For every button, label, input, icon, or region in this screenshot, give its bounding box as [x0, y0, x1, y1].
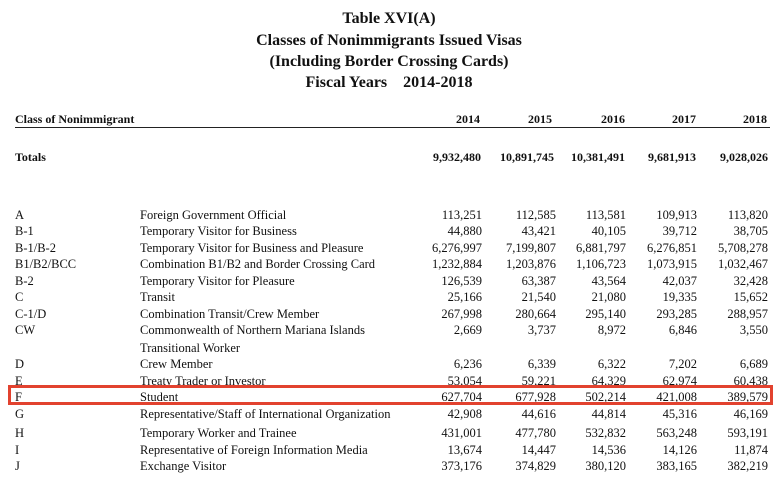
- visa-count-2018: 11,874: [734, 443, 768, 457]
- table-row: [0, 406, 778, 422]
- visa-count-2017: 109,913: [656, 208, 697, 222]
- visa-count-2016: 14,536: [591, 443, 626, 457]
- visa-count-2018: 38,705: [733, 224, 768, 238]
- visa-count-2017: 42,037: [662, 274, 697, 288]
- visa-count-2018: 6,689: [739, 357, 768, 371]
- column-header-2015: 2015: [528, 112, 552, 126]
- column-header-2014: 2014: [456, 112, 480, 126]
- visa-count-2016: 44,814: [591, 407, 626, 421]
- visa-count-2017: 7,202: [668, 357, 697, 371]
- visa-count-2015: 6,339: [527, 357, 556, 371]
- class-description: Commonwealth of Northern Mariana Islands: [140, 323, 365, 337]
- visa-count-2017: 39,712: [662, 224, 697, 238]
- visa-count-2016: 113,581: [585, 208, 626, 222]
- visa-count-2017: 563,248: [656, 426, 697, 440]
- fiscal-years-range: 2014-2018: [403, 74, 473, 91]
- class-code: B-1/B-2: [15, 241, 56, 255]
- visa-count-2016: 6,322: [597, 357, 626, 371]
- visa-count-2014: 1,232,884: [432, 257, 482, 271]
- class-description: Transitional Worker: [140, 341, 241, 355]
- header-rule: [15, 127, 770, 128]
- table-row: [0, 289, 778, 305]
- visa-count-2016: 502,214: [585, 390, 626, 404]
- class-description: Temporary Visitor for Pleasure: [140, 274, 295, 288]
- visa-count-2015: 7,199,807: [506, 241, 556, 255]
- class-description: Temporary Visitor for Business and Pleasure: [140, 241, 364, 255]
- table-row: [0, 273, 778, 289]
- visa-count-2016: 1,106,723: [576, 257, 626, 271]
- visa-count-2015: 63,387: [521, 274, 556, 288]
- table-number: Table XVI(A): [342, 10, 436, 27]
- visa-count-2015: 112,585: [515, 208, 556, 222]
- table-row: [0, 207, 778, 223]
- totals-label: Totals: [15, 150, 46, 164]
- visa-count-2018: 3,550: [739, 323, 768, 337]
- visa-count-2017: 293,285: [656, 307, 697, 321]
- class-code: A: [15, 208, 25, 222]
- visa-count-2014: 13,674: [447, 443, 482, 457]
- visa-count-2018: 288,957: [727, 307, 768, 321]
- visa-count-2016: 40,105: [591, 224, 626, 238]
- table-row: [0, 322, 778, 338]
- visa-count-2016: 532,832: [585, 426, 626, 440]
- visa-count-2017: 45,316: [662, 407, 697, 421]
- class-description: Temporary Worker and Trainee: [140, 426, 297, 440]
- visa-count-2016: 21,080: [591, 290, 626, 304]
- visa-count-2017: 383,165: [656, 459, 697, 473]
- visa-count-2015: 280,664: [515, 307, 556, 321]
- class-description: Transit: [140, 290, 175, 304]
- class-code: D: [15, 357, 25, 371]
- visa-count-2014: 267,998: [441, 307, 482, 321]
- class-description: Representative/Staff of International Organization: [140, 407, 391, 421]
- class-code: C: [15, 290, 24, 304]
- visa-count-2014: 6,236: [453, 357, 482, 371]
- visa-count-2018: 5,708,278: [718, 241, 768, 255]
- visa-count-2016: 8,972: [597, 323, 626, 337]
- class-code: B1/B2/BCC: [15, 257, 77, 271]
- visa-count-2015: 14,447: [521, 443, 556, 457]
- totals-2017: 9,681,913: [648, 150, 696, 164]
- table-row: [0, 306, 778, 322]
- visa-count-2018: 382,219: [727, 459, 768, 473]
- visa-count-2017: 14,126: [662, 443, 697, 457]
- visa-count-2018: 1,032,467: [718, 257, 768, 271]
- totals-2015: 10,891,745: [500, 150, 554, 164]
- visa-count-2014: 431,001: [441, 426, 482, 440]
- visa-count-2014: 44,880: [447, 224, 482, 238]
- class-description: Crew Member: [140, 357, 213, 371]
- table-row: [0, 256, 778, 272]
- visa-count-2015: 21,540: [521, 290, 556, 304]
- table-row: [0, 442, 778, 458]
- visa-count-2014: 126,539: [441, 274, 482, 288]
- visa-count-2017: 6,846: [668, 323, 697, 337]
- table-row: [0, 340, 778, 356]
- visa-count-2014: 53,054: [447, 374, 482, 388]
- visa-count-2015: 1,203,876: [506, 257, 556, 271]
- visa-count-2017: 421,008: [656, 390, 697, 404]
- visa-count-2018: 389,579: [727, 390, 768, 404]
- table-title: Classes of Nonimmigrants Issued Visas: [256, 32, 522, 49]
- student-row-highlight: [8, 385, 773, 405]
- table-row: [0, 356, 778, 372]
- table-row: [0, 458, 778, 474]
- class-code: B-1: [15, 224, 34, 238]
- class-code: E: [15, 374, 23, 388]
- class-description: Representative of Foreign Information Media: [140, 443, 368, 457]
- fiscal-years-label: Fiscal Years: [305, 74, 388, 91]
- visa-count-2018: 15,652: [733, 290, 768, 304]
- totals-2018: 9,028,026: [720, 150, 768, 164]
- visa-count-2016: 380,120: [585, 459, 626, 473]
- visa-count-2017: 1,073,915: [647, 257, 697, 271]
- table-row: [0, 240, 778, 256]
- totals-2014: 9,932,480: [433, 150, 481, 164]
- visa-count-2016: 295,140: [585, 307, 626, 321]
- visa-count-2017: 19,335: [662, 290, 697, 304]
- visa-count-2018: 113,820: [727, 208, 768, 222]
- visa-count-2015: 374,829: [515, 459, 556, 473]
- visa-count-2015: 3,737: [527, 323, 556, 337]
- class-code: CW: [15, 323, 36, 337]
- class-code: G: [15, 407, 25, 421]
- visa-count-2014: 42,908: [447, 407, 482, 421]
- visa-count-2018: 32,428: [733, 274, 768, 288]
- column-header-class: Class of Nonimmigrant: [15, 112, 135, 126]
- visa-count-2017: 6,276,851: [647, 241, 697, 255]
- visa-count-2015: 44,616: [521, 407, 556, 421]
- visa-count-2017: 62,974: [662, 374, 697, 388]
- visa-count-2015: 43,421: [521, 224, 556, 238]
- visa-count-2014: 25,166: [447, 290, 482, 304]
- visa-count-2015: 59,221: [521, 374, 556, 388]
- visa-count-2016: 43,564: [591, 274, 626, 288]
- visa-count-2014: 627,704: [441, 390, 482, 404]
- table-row: [0, 425, 778, 441]
- class-description: Combination B1/B2 and Border Crossing Card: [140, 257, 376, 271]
- fiscal-years-line: [0, 72, 778, 93]
- class-description: Treaty Trader or Investor: [140, 374, 266, 388]
- class-code: B-2: [15, 274, 34, 288]
- totals-2016: 10,381,491: [571, 150, 625, 164]
- visa-count-2014: 373,176: [441, 459, 482, 473]
- column-header-2016: 2016: [601, 112, 625, 126]
- class-code: I: [15, 443, 20, 457]
- visa-count-2018: 60,438: [733, 374, 768, 388]
- class-code: H: [15, 426, 25, 440]
- visa-count-2015: 677,928: [515, 390, 556, 404]
- visa-count-2015: 477,780: [515, 426, 556, 440]
- class-description: Student: [140, 390, 179, 404]
- class-code: C-1/D: [15, 307, 47, 321]
- class-description: Temporary Visitor for Business: [140, 224, 297, 238]
- visa-count-2014: 2,669: [453, 323, 482, 337]
- visa-count-2016: 6,881,797: [576, 241, 626, 255]
- visa-count-2018: 46,169: [733, 407, 768, 421]
- class-description: Combination Transit/Crew Member: [140, 307, 320, 321]
- visa-count-2014: 6,276,997: [432, 241, 482, 255]
- table-row: [0, 223, 778, 239]
- visa-count-2016: 64,329: [591, 374, 626, 388]
- class-description: Foreign Government Official: [140, 208, 287, 222]
- class-description: Exchange Visitor: [140, 459, 227, 473]
- table-subtitle: (Including Border Crossing Cards): [269, 53, 509, 70]
- column-header-2017: 2017: [672, 112, 696, 126]
- column-header-2018: 2018: [743, 112, 767, 126]
- class-code: J: [15, 459, 20, 473]
- class-code: F: [15, 390, 22, 404]
- visa-count-2014: 113,251: [441, 208, 482, 222]
- visa-count-2018: 593,191: [727, 426, 768, 440]
